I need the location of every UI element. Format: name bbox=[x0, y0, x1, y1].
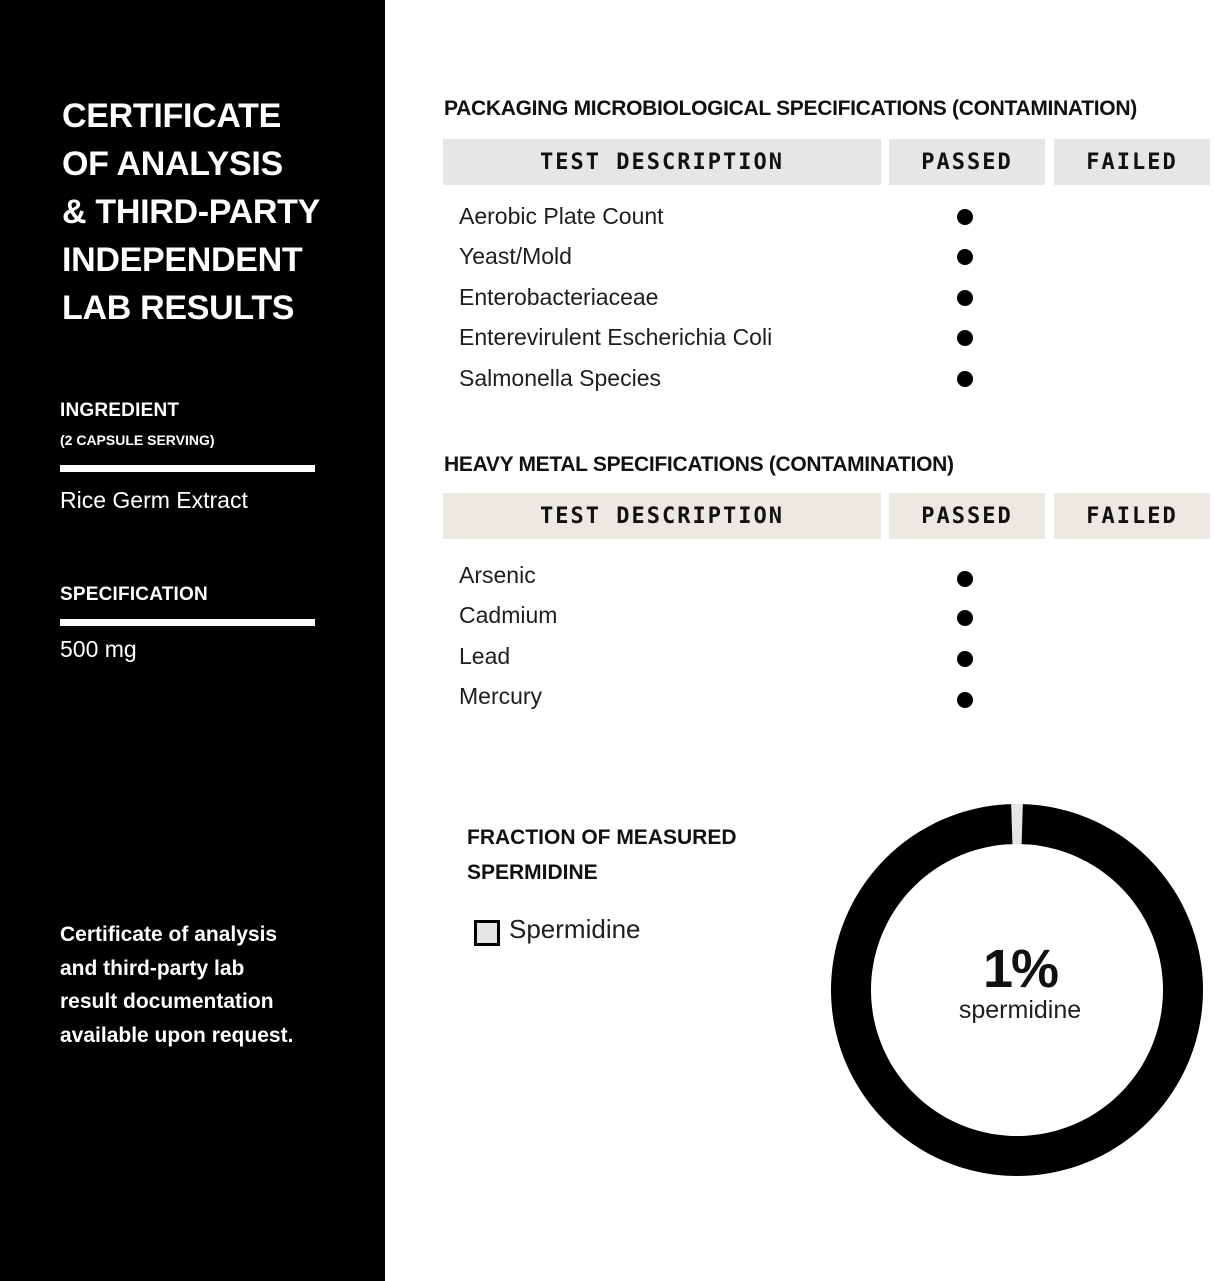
specification-label: SPECIFICATION bbox=[60, 584, 208, 605]
heavy-metal-header-description: TEST DESCRIPTION bbox=[443, 493, 881, 539]
donut-center-caption: spermidine bbox=[958, 996, 1082, 1024]
fraction-title-line: SPERMIDINE bbox=[467, 861, 598, 884]
note-line: available upon request. bbox=[60, 1023, 294, 1047]
title-line: INDEPENDENT bbox=[62, 241, 303, 279]
title-line: CERTIFICATE bbox=[62, 97, 281, 135]
test-name: Mercury bbox=[459, 683, 543, 709]
passed-marker-icon bbox=[957, 571, 973, 587]
ingredient-sublabel: (2 CAPSULE SERVING) bbox=[60, 432, 215, 448]
title-line: LAB RESULTS bbox=[62, 289, 295, 327]
fraction-title-line: FRACTION OF MEASURED bbox=[467, 826, 737, 849]
fraction-title bbox=[467, 820, 787, 890]
specification-divider bbox=[60, 619, 315, 626]
packaging-section-title: PACKAGING MICROBIOLOGICAL SPECIFICATIONS (CONTAMINATION) bbox=[444, 97, 1137, 120]
title-line: & THIRD-PARTY bbox=[62, 193, 321, 231]
passed-marker-icon bbox=[957, 249, 973, 265]
passed-marker-icon bbox=[957, 610, 973, 626]
test-name: Enterevirulent Escherichia Coli bbox=[459, 324, 773, 350]
ingredient-value: Rice Germ Extract bbox=[60, 487, 248, 513]
page-title bbox=[62, 92, 362, 332]
legend-swatch-icon bbox=[474, 920, 500, 946]
test-name: Aerobic Plate Count bbox=[459, 203, 664, 229]
heavy-metal-header-passed: PASSED bbox=[889, 493, 1045, 539]
heavy-metal-section-title: HEAVY METAL SPECIFICATIONS (CONTAMINATION) bbox=[444, 453, 954, 476]
specification-value: 500 mg bbox=[60, 636, 137, 662]
test-name: Cadmium bbox=[459, 602, 558, 628]
passed-marker-icon bbox=[957, 330, 973, 346]
packaging-header-passed: PASSED bbox=[889, 139, 1045, 185]
availability-note bbox=[60, 918, 350, 1052]
test-name: Enterobacteriaceae bbox=[459, 284, 659, 310]
test-name: Salmonella Species bbox=[459, 365, 662, 391]
donut-slice-spermidine bbox=[1011, 804, 1023, 844]
passed-marker-icon bbox=[957, 209, 973, 225]
note-line: Certificate of analysis bbox=[60, 923, 278, 946]
packaging-header-description: TEST DESCRIPTION bbox=[443, 139, 881, 185]
packaging-header-failed: FAILED bbox=[1054, 139, 1210, 185]
sidebar bbox=[0, 0, 385, 1281]
test-name: Yeast/Mold bbox=[459, 243, 572, 269]
test-name: Lead bbox=[459, 643, 511, 669]
test-name: Arsenic bbox=[459, 562, 536, 588]
legend-label: Spermidine bbox=[509, 914, 641, 944]
note-line: result documentation bbox=[60, 990, 274, 1013]
ingredient-label: INGREDIENT bbox=[60, 400, 180, 421]
passed-marker-icon bbox=[957, 290, 973, 306]
ingredient-divider bbox=[60, 465, 315, 472]
heavy-metal-header-failed: FAILED bbox=[1054, 493, 1210, 539]
note-line: and third-party lab bbox=[60, 956, 245, 980]
passed-marker-icon bbox=[957, 651, 973, 667]
donut-center-value: 1% bbox=[982, 939, 1058, 999]
passed-marker-icon bbox=[957, 371, 973, 387]
title-line: OF ANALYSIS bbox=[62, 145, 283, 183]
passed-marker-icon bbox=[957, 692, 973, 708]
